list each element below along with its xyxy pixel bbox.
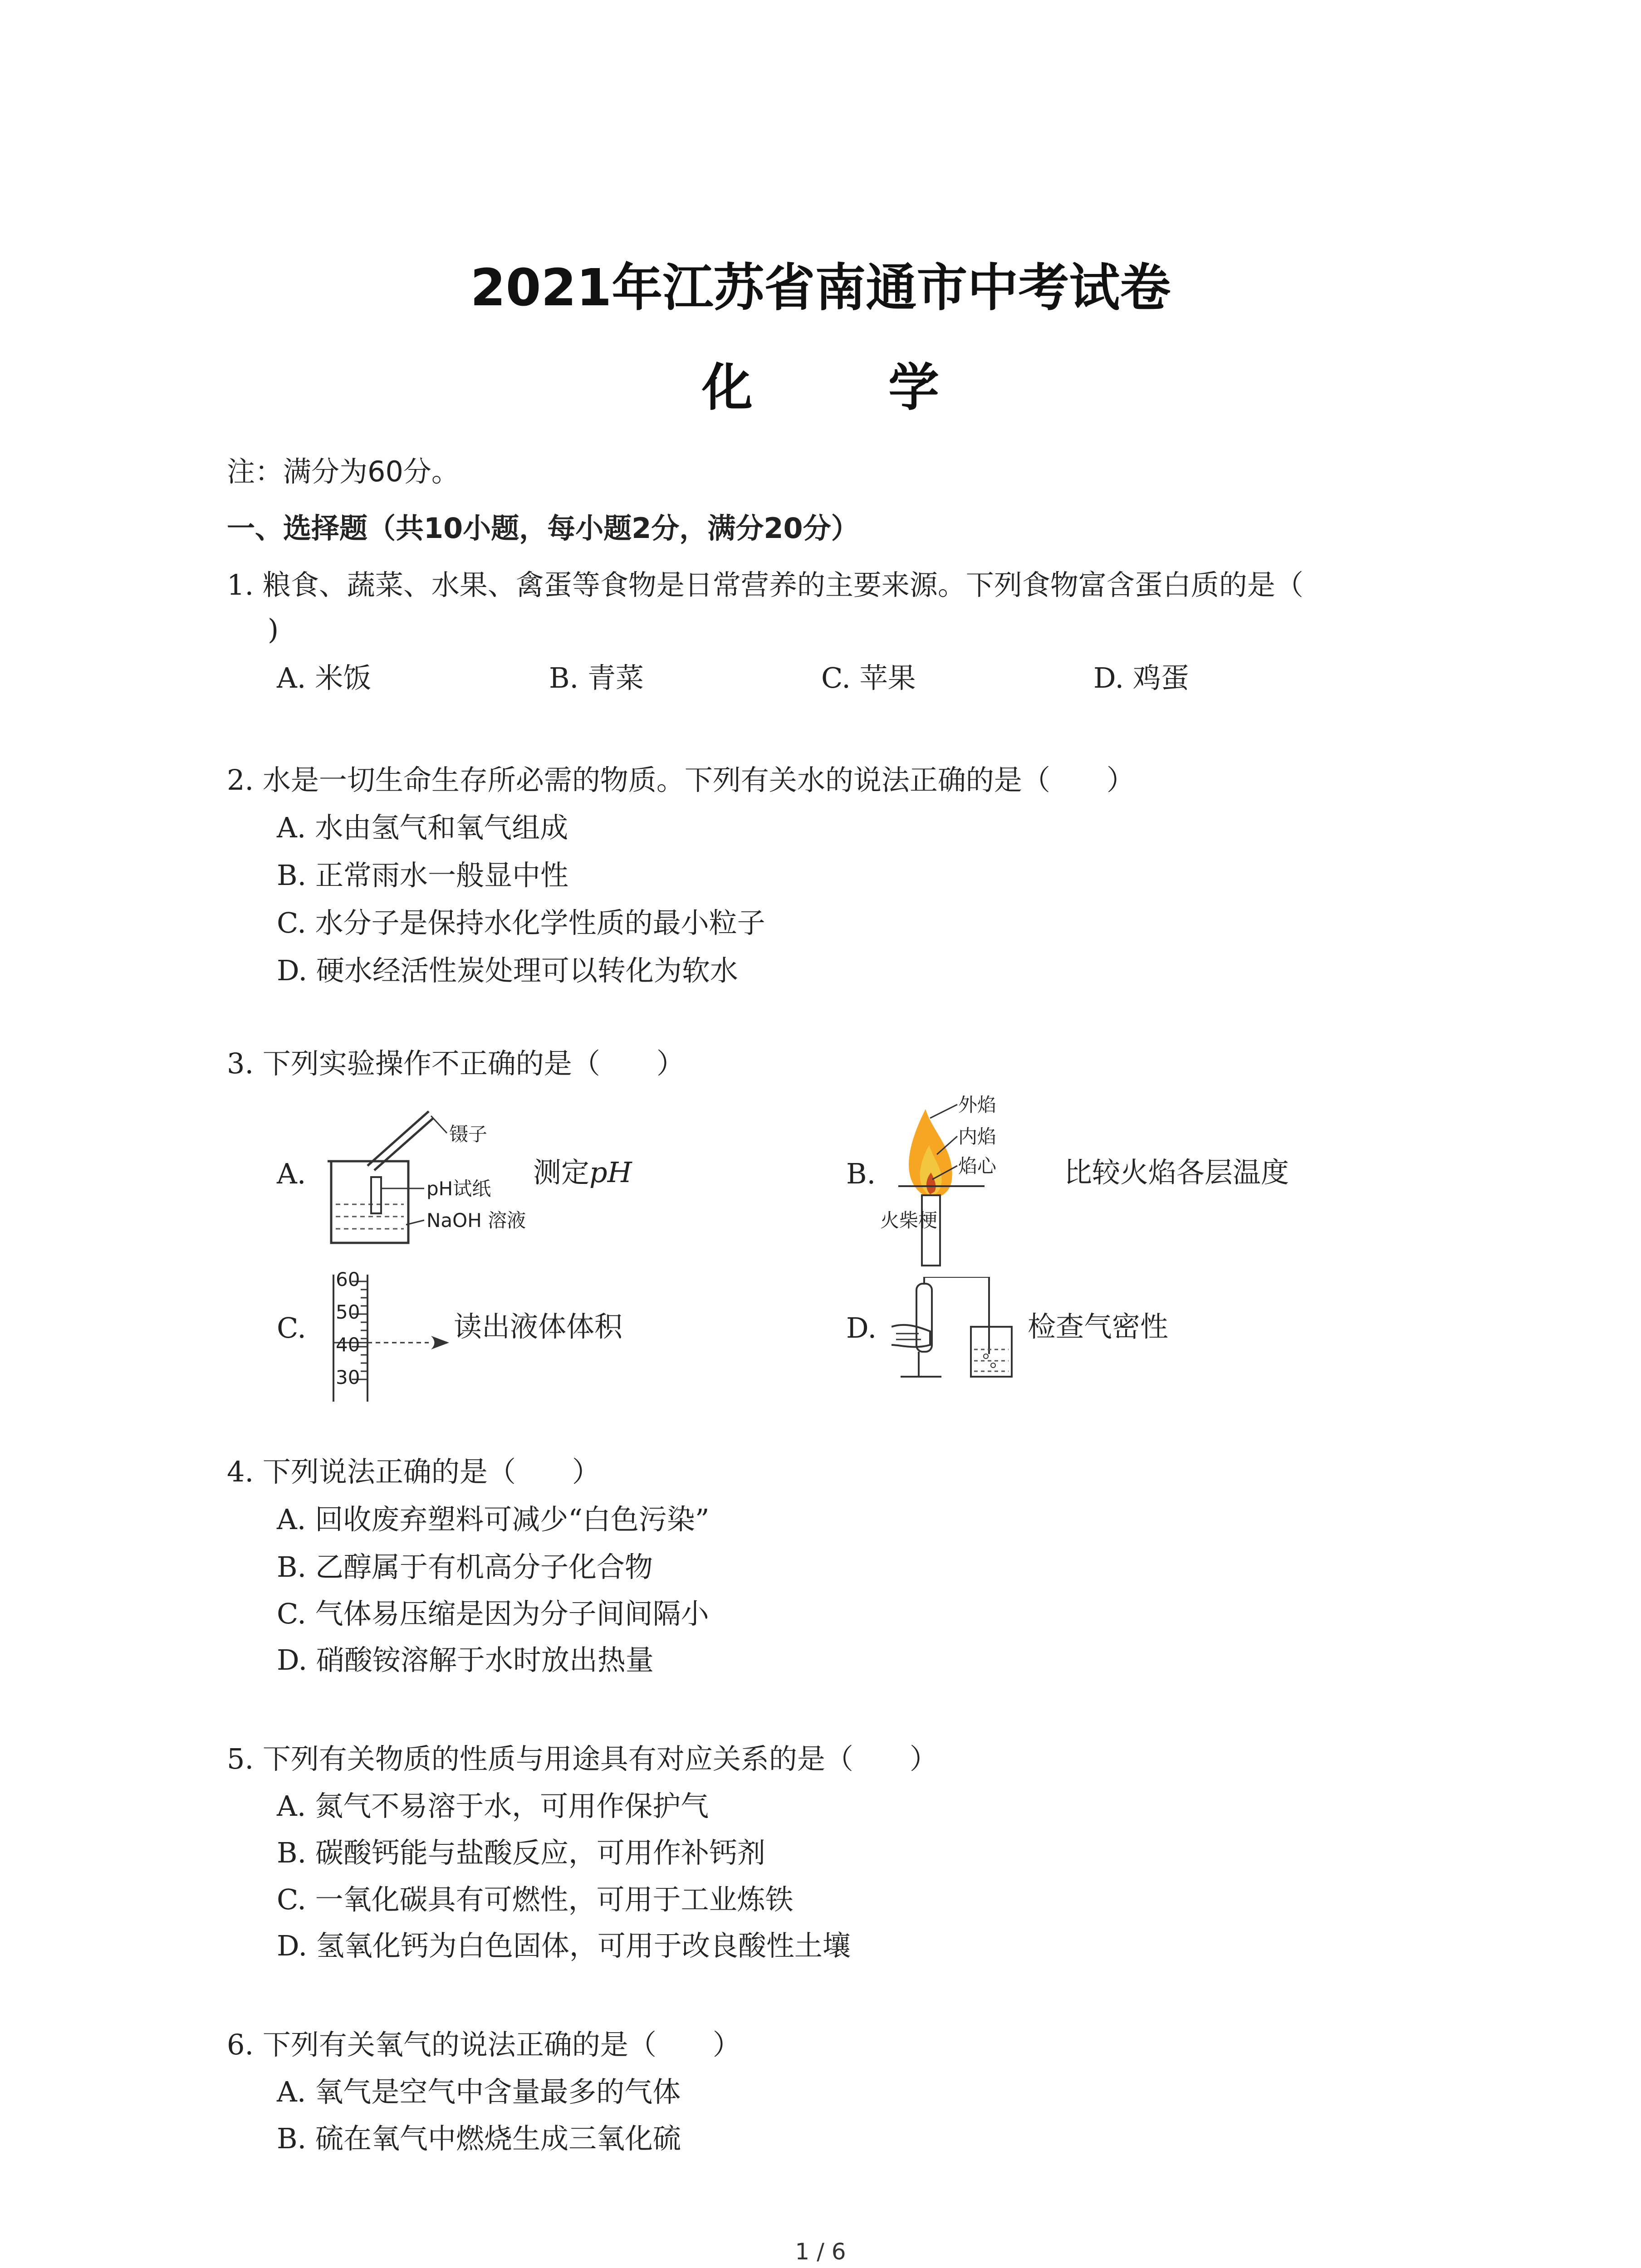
cylinder-figure	[324, 1270, 460, 1406]
score-note: 注：满分为60分。	[227, 455, 460, 488]
q4-option-c: C. 气体易压缩是因为分子间间隔小	[277, 1597, 709, 1630]
tweezers-label: 镊子	[449, 1123, 488, 1145]
q6-option-b: B. 硫在氧气中燃烧生成三氧化硫	[277, 2122, 681, 2155]
matchstick-label: 火柴梗	[880, 1209, 938, 1232]
question-1-text: 1. 粮食、蔬菜、水果、禽蛋等食物是日常营养的主要来源。下列食物富含蛋白质的是（	[227, 568, 1303, 601]
question-6-text: 6. 下列有关氧气的说法正确的是（ ）	[227, 2028, 741, 2061]
ph-paper-label: pH试纸	[426, 1178, 491, 1200]
q4-option-d: D. 硝酸铵溶解于水时放出热量	[277, 1643, 654, 1677]
q2-option-a: A. 水由氢气和氧气组成	[277, 811, 568, 844]
exam-title: 2021年江苏省南通市中考试卷	[470, 259, 1171, 318]
question-5-text: 5. 下列有关物质的性质与用途具有对应关系的是（ ）	[227, 1742, 938, 1775]
airtightness-figure	[892, 1277, 1028, 1381]
subject-title: 化 学	[702, 358, 998, 417]
q3-option-d-caption: 检查气密性	[1028, 1310, 1169, 1343]
q5-option-d: D. 氢氧化钙为白色固体，可用于改良酸性土壤	[277, 1929, 851, 1962]
tick-50: 50	[336, 1301, 360, 1323]
question-1-text-cont: )	[268, 613, 279, 646]
tick-40: 40	[336, 1334, 360, 1356]
q1-option-a: A. 米饭	[277, 661, 372, 694]
q4-option-b: B. 乙醇属于有机高分子化合物	[277, 1550, 653, 1584]
section-title: 一、选择题（共10小题，每小题2分，满分20分）	[227, 512, 859, 545]
q3-option-c-caption: 读出液体体积	[454, 1310, 623, 1343]
flame-figure	[880, 1091, 1062, 1272]
q2-option-c: C. 水分子是保持水化学性质的最小粒子	[277, 906, 765, 939]
outer-flame-label: 外焰	[958, 1094, 997, 1116]
q1-option-d: D. 鸡蛋	[1093, 661, 1189, 694]
q3-option-c-letter: C.	[277, 1311, 306, 1344]
q5-option-a: A. 氮气不易溶于水，可用作保护气	[277, 1789, 709, 1823]
q1-option-c: C. 苹果	[821, 661, 916, 694]
q3-option-d-letter: D.	[846, 1311, 877, 1344]
q3-option-a-letter: A.	[277, 1157, 306, 1190]
page-number: 1 / 6	[795, 2239, 846, 2265]
q5-option-b: B. 碳酸钙能与盐酸反应，可用作补钙剂	[277, 1836, 765, 1869]
q5-option-c: C. 一氧化碳具有可燃性，可用于工业炼铁	[277, 1883, 794, 1916]
flame-core-label: 焰心	[958, 1155, 997, 1177]
tick-30: 30	[336, 1366, 360, 1388]
q1-option-b: B. 青菜	[549, 661, 644, 694]
inner-flame-label: 内焰	[958, 1125, 997, 1148]
ph-test-figure	[318, 1098, 535, 1247]
question-4-text: 4. 下列说法正确的是（ ）	[227, 1455, 600, 1488]
q2-option-d: D. 硬水经活性炭处理可以转化为软水	[277, 954, 738, 987]
q3-option-b-letter: B.	[846, 1157, 876, 1190]
q6-option-a: A. 氧气是空气中含量最多的气体	[277, 2075, 681, 2108]
question-3-text: 3. 下列实验操作不正确的是（ ）	[227, 1047, 685, 1080]
q3-option-b-caption: 比较火焰各层温度	[1064, 1156, 1289, 1189]
question-2-text: 2. 水是一切生命生存所必需的物质。下列有关水的说法正确的是（ ）	[227, 763, 1135, 797]
q3-option-a-caption: 测定pH	[533, 1156, 632, 1189]
q4-option-a: A. 回收废弃塑料可减少“白色污染”	[277, 1503, 710, 1536]
tick-60: 60	[336, 1270, 360, 1290]
naoh-label: NaOH 溶液	[426, 1209, 526, 1232]
q2-option-b: B. 正常雨水一般显中性	[277, 859, 568, 892]
